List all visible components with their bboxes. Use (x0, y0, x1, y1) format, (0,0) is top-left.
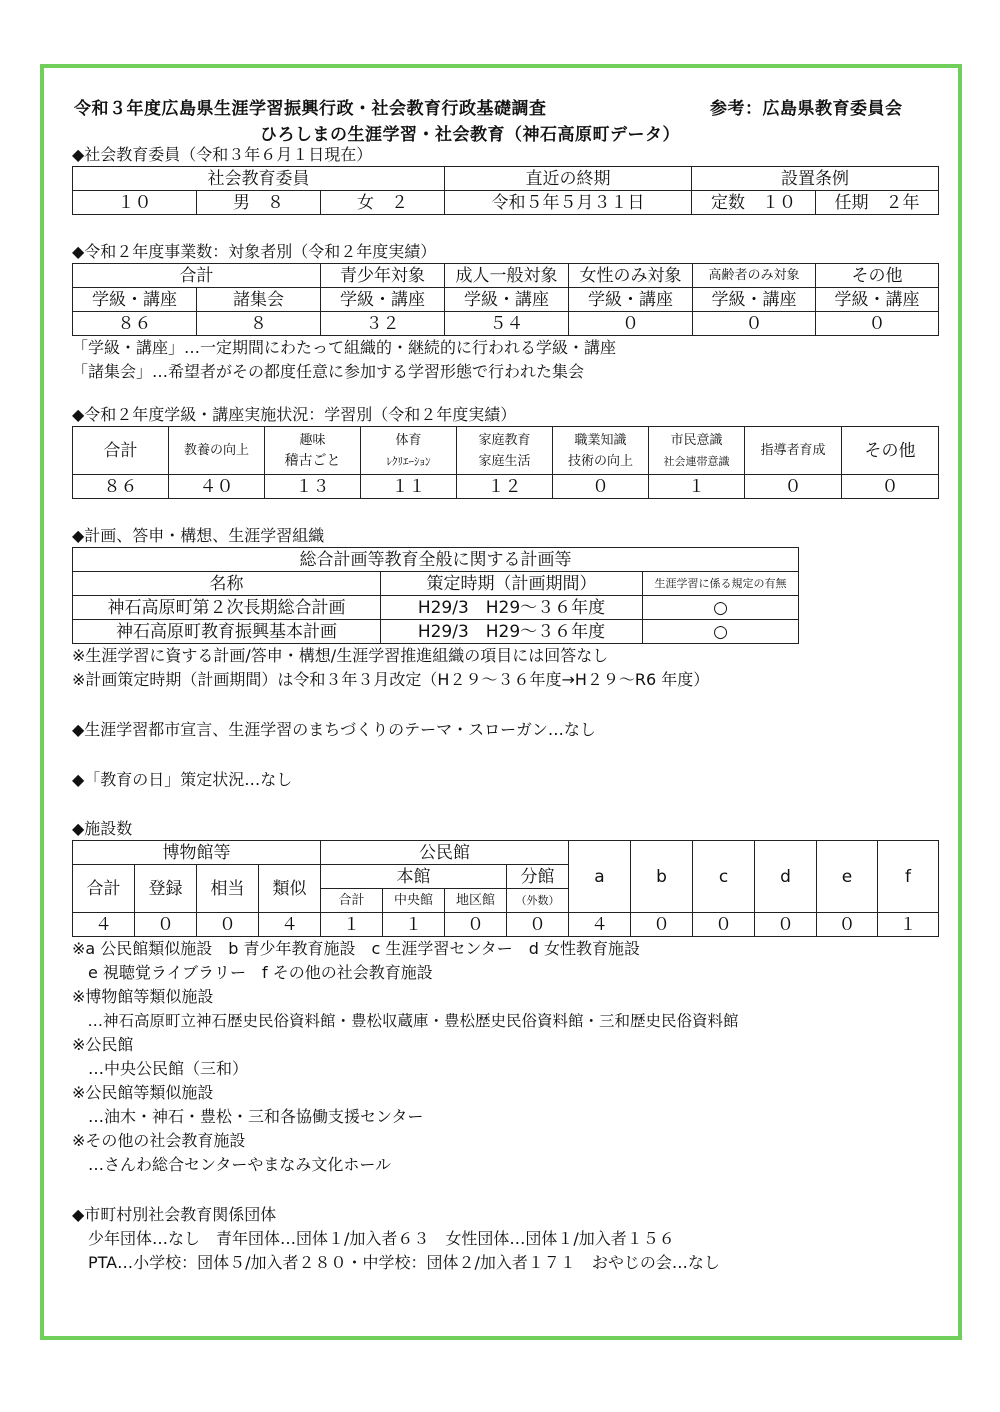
table-row (73, 264, 939, 288)
header-label: 趣味 (299, 432, 326, 448)
table-row (73, 427, 939, 475)
facilities-note: …中央公民館（三和） (72, 1059, 249, 1078)
table-cell: 定数 １０ (692, 191, 816, 215)
projects-note: 「学級・講座」…一定期間にわたって組織的・継続的に行われる学級・講座 (72, 338, 617, 357)
plans-note: ※計画策定時期（計画期間）は令和３年３月改定（H２９～３６年度→H２９～R6 年度） (72, 670, 710, 689)
table-row (73, 913, 939, 937)
table-row (73, 191, 939, 215)
table-cell: ０ (693, 913, 755, 937)
table-cell: ○ (643, 620, 799, 644)
document-title: 令和３年度広島県生涯学習振興行政・社会教育行政基礎調査 (74, 99, 547, 119)
table-cell: c (693, 841, 755, 913)
facilities-note: ※博物館等類似施設 (72, 987, 214, 1006)
table-cell: 登録 (135, 865, 197, 913)
table-cell: １ (321, 913, 383, 937)
facilities-heading: ◆施設数 (72, 819, 133, 838)
document-subtitle: ひろしまの生涯学習・社会教育（神石高原町データ） (260, 125, 680, 145)
table-cell (361, 427, 457, 475)
groups-heading: ◆市町村別社会教育関係団体 (72, 1205, 277, 1224)
facilities-note: ※公民館 (72, 1035, 134, 1054)
projects-note: 「諸集会」…希望者がその都度任意に参加する学習形態で行われた集会 (72, 362, 585, 381)
table-row (73, 620, 799, 644)
table-cell (649, 427, 745, 475)
table-row (73, 475, 939, 499)
table-cell: 合計 (73, 264, 321, 288)
table-cell: ０ (842, 475, 939, 499)
table-cell: 女 ２ (321, 191, 445, 215)
table-cell: ４ (259, 913, 321, 937)
groups-line: PTA…小学校：団体５/加入者２８０・中学校：団体２/加入者１７１ おやじの会…なし (72, 1253, 720, 1272)
table-cell: １０ (73, 191, 197, 215)
facilities-note: …油木・神石・豊松・三和各協働支援センター (72, 1107, 424, 1126)
table-cell: 学級・講座 (816, 288, 939, 312)
table-cell: d (755, 841, 817, 913)
table-cell: 男 ８ (197, 191, 321, 215)
table-cell: ５４ (445, 312, 569, 336)
header-label: 稽古ごと (284, 452, 341, 469)
header-label: 社会連帯意識 (663, 454, 730, 468)
table-cell: ４ (73, 913, 135, 937)
table-cell: その他 (816, 264, 939, 288)
table-cell: 神石高原町教育振興基本計画 (73, 620, 381, 644)
table-row (73, 312, 939, 336)
table-row (73, 167, 939, 191)
table-cell: ０ (569, 312, 693, 336)
header-label: 教養の向上 (183, 442, 249, 458)
table-cell: ０ (507, 913, 569, 937)
header-label: その他 (864, 440, 916, 461)
header-label: 職業知識 (574, 432, 627, 448)
courses-table (72, 426, 939, 499)
table-cell (745, 427, 842, 475)
committee-heading: ◆社会教育委員（令和３年６月１日現在） (72, 145, 373, 164)
header-label: 市民意識 (670, 432, 723, 448)
facilities-note: e 視聴覚ライブラリー f その他の社会教育施設 (72, 963, 433, 982)
table-cell: ０ (755, 913, 817, 937)
table-cell: 設置条例 (692, 167, 939, 191)
table-cell: １１ (361, 475, 457, 499)
table-row (73, 596, 799, 620)
table-cell: 中央館 (383, 889, 445, 913)
table-cell: 合計 (73, 865, 135, 913)
table-cell: 策定時期（計画期間） (381, 572, 643, 596)
table-cell: ０ (197, 913, 259, 937)
table-cell (842, 427, 939, 475)
table-cell: １ (878, 913, 939, 937)
table-cell: 学級・講座 (445, 288, 569, 312)
table-row (73, 841, 939, 865)
facilities-note: ※その他の社会教育施設 (72, 1131, 246, 1150)
table-cell: ０ (817, 913, 878, 937)
table-cell (553, 427, 649, 475)
table-cell: 学級・講座 (321, 288, 445, 312)
table-cell: １ (383, 913, 445, 937)
education-day-line: ◆「教育の日」策定状況…なし (72, 770, 293, 789)
table-cell: 女性のみ対象 (569, 264, 693, 288)
table-cell: ０ (445, 913, 507, 937)
table-cell: 地区館 (445, 889, 507, 913)
table-cell: ０ (553, 475, 649, 499)
header-label: ﾚｸﾘｴｰｼｮﾝ (386, 454, 431, 468)
table-cell: ０ (745, 475, 842, 499)
table-cell: ８ (197, 312, 321, 336)
table-cell: H29/3 H29～３６年度 (381, 620, 643, 644)
table-cell: １３ (265, 475, 361, 499)
facilities-note: …神石高原町立神石歴史民俗資料館・豊松収蔵庫・豊松歴史民俗資料館・三和歴史民俗資料館 (72, 1012, 739, 1030)
table-cell: 学級・講座 (569, 288, 693, 312)
table-cell: 直近の終期 (445, 167, 692, 191)
plans-heading: ◆計画、答申・構想、生涯学習組織 (72, 526, 325, 545)
table-cell: 総合計画等教育全般に関する計画等 (73, 548, 799, 572)
table-cell: 神石高原町第２次長期総合計画 (73, 596, 381, 620)
header-label: 体育 (395, 432, 422, 448)
table-cell: 青少年対象 (321, 264, 445, 288)
table-cell (169, 427, 265, 475)
table-cell: e (817, 841, 878, 913)
table-cell: 類似 (259, 865, 321, 913)
header-label: 指導者育成 (760, 442, 826, 458)
table-cell (265, 427, 361, 475)
table-cell (73, 427, 169, 475)
table-cell: 相当 (197, 865, 259, 913)
table-cell: ○ (643, 596, 799, 620)
projects-heading: ◆令和２年度事業数：対象者別（令和２年度実績） (72, 242, 437, 261)
table-cell: １ (649, 475, 745, 499)
table-cell: （外数） (507, 889, 569, 913)
table-cell: a (569, 841, 631, 913)
table-cell: ３２ (321, 312, 445, 336)
table-cell: ８６ (73, 312, 197, 336)
committee-table (72, 166, 939, 215)
document-body (72, 92, 942, 1275)
facilities-note: ※公民館等類似施設 (72, 1083, 214, 1102)
table-cell: 成人一般対象 (445, 264, 569, 288)
table-row (73, 288, 939, 312)
facilities-note: …さんわ総合センターやまなみ文化ホール (72, 1155, 392, 1174)
table-cell: 名称 (73, 572, 381, 596)
table-cell: ０ (693, 312, 816, 336)
table-cell: 社会教育委員 (73, 167, 445, 191)
table-cell: ０ (816, 312, 939, 336)
header-label: 技術の向上 (567, 453, 633, 469)
table-cell: 博物館等 (73, 841, 321, 865)
header-label: 家庭教育 (478, 432, 531, 448)
table-cell: f (878, 841, 939, 913)
projects-table (72, 263, 939, 336)
table-cell: 生涯学習に係る規定の有無 (643, 572, 799, 596)
table-cell: ０ (135, 913, 197, 937)
header-label: 合計 (103, 440, 138, 461)
table-cell: ４ (569, 913, 631, 937)
declaration-line: ◆生涯学習都市宣言、生涯学習のまちづくりのテーマ・スローガン…なし (72, 720, 596, 739)
table-cell: 分館 (507, 865, 569, 889)
table-cell: 任期 ２年 (816, 191, 939, 215)
courses-heading: ◆令和２年度学級・講座実施状況：学習別（令和２年度実績） (72, 405, 517, 424)
document-header (72, 92, 942, 144)
facilities-table (72, 840, 939, 937)
facilities-note: ※a 公民館類似施設 b 青少年教育施設 c 生涯学習センター d 女性教育施設 (72, 939, 641, 958)
table-row (73, 548, 799, 572)
table-cell: 令和５年５月３１日 (445, 191, 692, 215)
table-cell: 学級・講座 (73, 288, 197, 312)
table-cell: 諸集会 (197, 288, 321, 312)
table-cell (457, 427, 553, 475)
table-cell: H29/3 H29～３６年度 (381, 596, 643, 620)
table-cell: b (631, 841, 693, 913)
table-cell: ８６ (73, 475, 169, 499)
table-cell: ４０ (169, 475, 265, 499)
groups-line: 少年団体…なし 青年団体…団体１/加入者６３ 女性団体…団体１/加入者１５６ (72, 1229, 675, 1248)
table-cell: 公民館 (321, 841, 569, 865)
document-reference: 参考：広島県教育委員会 (710, 99, 903, 119)
table-row (73, 572, 799, 596)
table-cell: ０ (631, 913, 693, 937)
table-cell: 学級・講座 (693, 288, 816, 312)
table-cell: 本館 (321, 865, 507, 889)
plans-table (72, 547, 799, 644)
header-label: 家庭生活 (478, 453, 531, 469)
table-cell: 高齢者のみ対象 (693, 264, 816, 288)
table-cell: 合計 (321, 889, 383, 913)
table-cell: １２ (457, 475, 553, 499)
plans-note: ※生涯学習に資する計画/答申・構想/生涯学習推進組織の項目には回答なし (72, 646, 609, 665)
